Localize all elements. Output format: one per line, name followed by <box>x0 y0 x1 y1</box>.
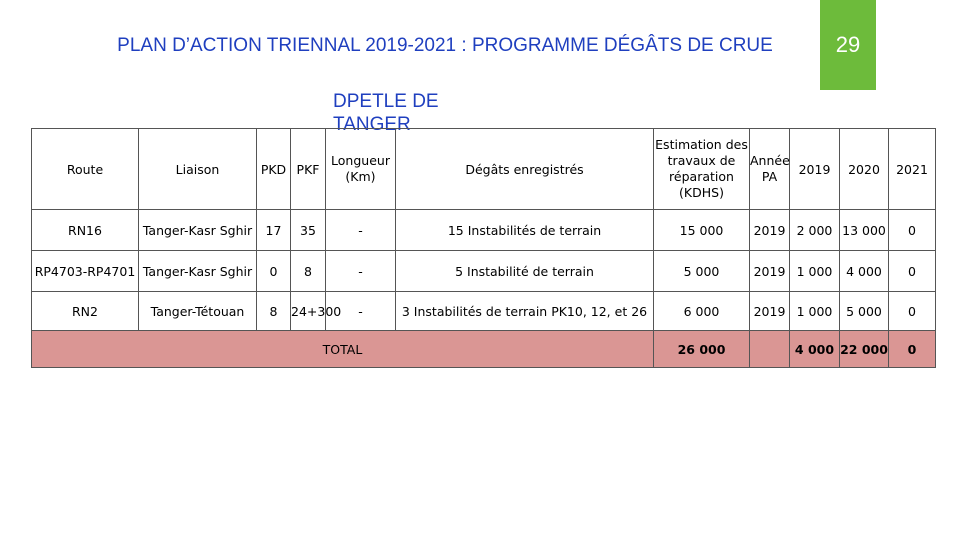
table-row <box>32 292 936 331</box>
total-2019: 4 000 <box>790 331 840 368</box>
cell-liaison: Tanger-Tétouan <box>139 292 257 331</box>
cell-longueur: - <box>326 210 396 251</box>
total-estimation: 26 000 <box>654 331 750 368</box>
page-number-badge: 29 <box>820 0 876 90</box>
cell-liaison: Tanger-Kasr Sghir <box>139 251 257 292</box>
header-pkf: PKF <box>291 129 326 210</box>
header-degats: Dégâts enregistrés <box>396 129 654 210</box>
header-annee-pa: Année PA <box>750 129 790 210</box>
cell-estimation: 5 000 <box>654 251 750 292</box>
cell-degats: 15 Instabilités de terrain <box>396 210 654 251</box>
page-subtitle: DPETLE DE TANGER <box>333 91 439 135</box>
cell-annee-pa: 2019 <box>750 210 790 251</box>
header-pkd: PKD <box>257 129 291 210</box>
cell-pkf: 24+300 <box>291 292 326 331</box>
header-estimation: Estimation des travaux de réparation (KDHS) <box>654 129 750 210</box>
total-label: TOTAL <box>32 331 654 368</box>
page-title: PLAN D’ACTION TRIENNAL 2019-2021 : PROGRAMME DÉGÂTS DE CRUE <box>117 35 773 56</box>
header-route: Route <box>32 129 139 210</box>
cell-longueur: - <box>326 251 396 292</box>
header-2019: 2019 <box>790 129 840 210</box>
total-2021: 0 <box>889 331 936 368</box>
header-longueur: Longueur (Km) <box>326 129 396 210</box>
cell-pkd: 0 <box>257 251 291 292</box>
header-2021: 2021 <box>889 129 936 210</box>
cell-2020: 13 000 <box>840 210 889 251</box>
cell-2019: 1 000 <box>790 292 840 331</box>
cell-route: RN16 <box>32 210 139 251</box>
cell-degats: 5 Instabilité de terrain <box>396 251 654 292</box>
cell-2021: 0 <box>889 210 936 251</box>
table-row <box>32 210 936 251</box>
table-header-row <box>32 129 936 210</box>
header-2020: 2020 <box>840 129 889 210</box>
cell-route: RN2 <box>32 292 139 331</box>
cell-pkd: 17 <box>257 210 291 251</box>
cell-liaison: Tanger-Kasr Sghir <box>139 210 257 251</box>
cell-route: RP4703-RP4701 <box>32 251 139 292</box>
header-liaison: Liaison <box>139 129 257 210</box>
action-plan-table <box>31 128 936 368</box>
cell-longueur: - <box>326 292 396 331</box>
total-annee-pa-empty <box>750 331 790 368</box>
cell-2019: 2 000 <box>790 210 840 251</box>
cell-estimation: 15 000 <box>654 210 750 251</box>
cell-estimation: 6 000 <box>654 292 750 331</box>
cell-2021: 0 <box>889 251 936 292</box>
total-row <box>32 331 936 368</box>
cell-pkf: 35 <box>291 210 326 251</box>
cell-pkf: 8 <box>291 251 326 292</box>
total-2020: 22 000 <box>840 331 889 368</box>
cell-2019: 1 000 <box>790 251 840 292</box>
cell-pkd: 8 <box>257 292 291 331</box>
cell-2021: 0 <box>889 292 936 331</box>
cell-degats: 3 Instabilités de terrain PK10, 12, et 26 <box>396 292 654 331</box>
cell-annee-pa: 2019 <box>750 251 790 292</box>
cell-2020: 4 000 <box>840 251 889 292</box>
table-row <box>32 251 936 292</box>
cell-annee-pa: 2019 <box>750 292 790 331</box>
cell-2020: 5 000 <box>840 292 889 331</box>
